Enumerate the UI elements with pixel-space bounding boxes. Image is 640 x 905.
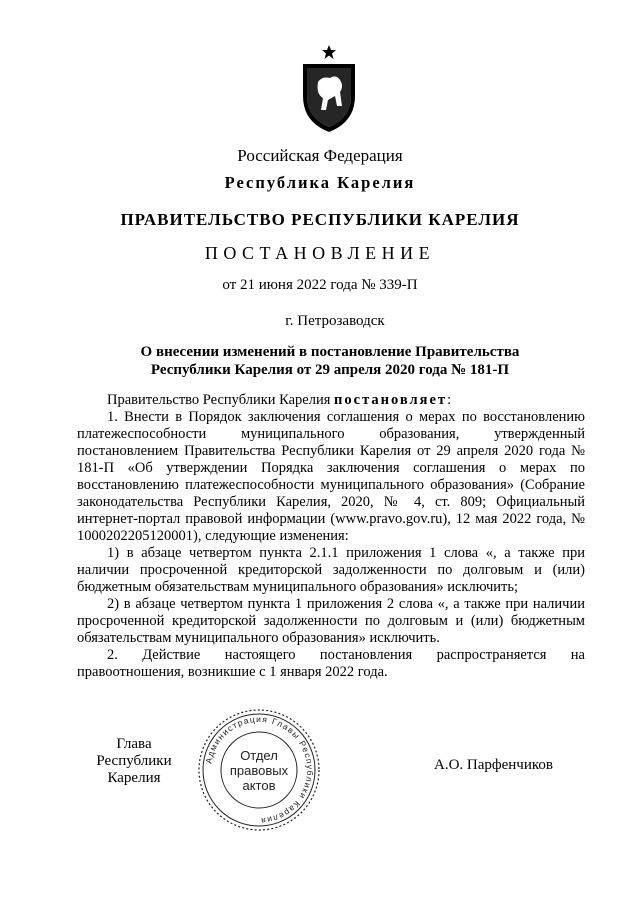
- country-name: Российская Федерация: [237, 146, 403, 165]
- paragraph-1-item-1: 1) в абзаце четвертом пункта 2.1.1 приложения 1 слова «, а также при наличии просроченной кредиторской задолженности по долговым и (или) бюджетным обязательствам муниципального образования» исключить;: [77, 545, 585, 595]
- intro-paragraph: [77, 392, 585, 409]
- signature-title-line-2: Республики Карелия: [96, 753, 172, 786]
- paragraph-2: 2. Действие настоящего постановления распространяется на правоотношения, возникшие с 1 января 2022 года.: [77, 647, 585, 680]
- subject-line-2: Республики Карелия от 29 апреля 2020 года № 181-П: [150, 362, 510, 378]
- city: г. Петрозаводск: [285, 313, 385, 329]
- stamp-center-line-2: правовых: [229, 763, 289, 778]
- intro-prefix: Правительство Республики Карелия: [107, 392, 335, 408]
- paragraph-1-item-2: 2) в абзаце четвертом пункта 1 приложения 2 слова «, а также при наличии просроченной кредиторской задолженности по долговым и (или) бюджетным обязательствам муниципального образования» исключить.: [77, 596, 585, 646]
- official-stamp: [196, 707, 322, 833]
- paragraph-1: 1. Внести в Порядок заключения соглашения о мерах по восстановлению платежеспособности муниципального образования, утвержденный постановлением Правительства Республики Карелия от 29 апреля 2020 года № 181-П «Об утверждении Порядка заключения соглашения о мерах по восстановлению платежеспособности муниципального образования» (Собрание законодательства Республики Карелия, 2020, № 4, ст. 809; Официальный интернет-портал правовой информации (www.pravo.gov.ru), 12 мая 2022 года, № 1000202205120001), следующие изменения:: [77, 409, 585, 544]
- signatory-name: А.О. Парфенчиков: [434, 757, 553, 773]
- stamp-center-line-3: актов: [242, 778, 276, 793]
- subject-line-1: О внесении изменений в постановление Правительства: [140, 344, 520, 360]
- stamp-ring-text: Администрация Главы Республики Карелия: [203, 713, 316, 827]
- republic-coat-of-arms: [300, 44, 358, 134]
- date-number: от 21 июня 2022 года № 339-П: [222, 277, 418, 293]
- signature-title-line-1: Глава: [116, 736, 152, 752]
- document-subject: [0, 343, 640, 379]
- document-body: [77, 392, 585, 681]
- intro-verb: постановляет: [334, 392, 448, 408]
- document-type: ПОСТАНОВЛЕНИЕ: [204, 243, 436, 263]
- signature-title: [79, 736, 189, 787]
- republic-name: Республика Карелия: [224, 173, 416, 192]
- government-title: ПРАВИТЕЛЬСТВО РЕСПУБЛИКИ КАРЕЛИЯ: [120, 210, 520, 229]
- intro-suffix: :: [447, 392, 452, 408]
- stamp-center-line-1: Отдел: [240, 748, 278, 763]
